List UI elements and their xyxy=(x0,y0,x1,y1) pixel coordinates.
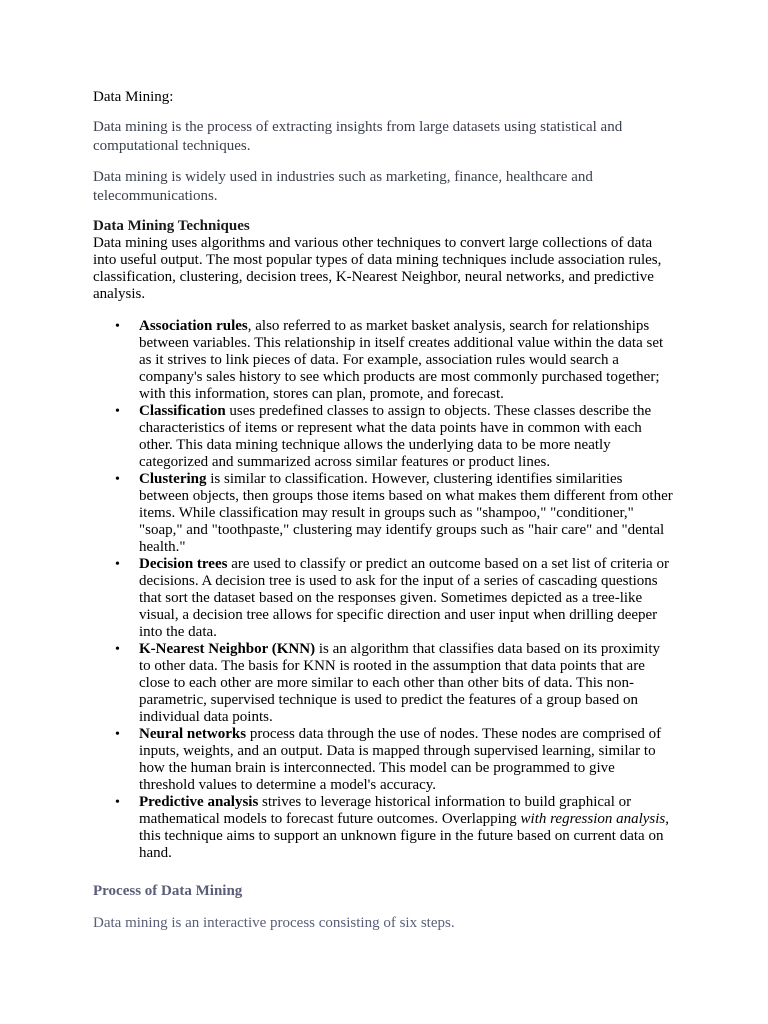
intro-paragraph-1: Data mining is the process of extracting insights from large datasets using statistical and computational techniques. xyxy=(93,119,623,154)
term-description-continued: , this technique aims to support an unknown figure in the future based on current data on hand. xyxy=(139,811,670,861)
bullet-icon: • xyxy=(115,319,120,334)
italic-phrase: with regression analysis xyxy=(520,811,666,827)
list-item-knn xyxy=(115,641,673,726)
term-label: Clustering xyxy=(139,471,207,487)
list-item-association-rules xyxy=(115,318,673,403)
process-heading: Process of Data Mining xyxy=(93,883,243,899)
term-description: strives to leverage historical information to build graphical or mathematical models to forecast future outcomes. Overlapping xyxy=(139,794,632,827)
term-label: Association rules xyxy=(139,318,248,334)
term-description: uses predefined classes to assign to objects. These classes describe the characteristics of items or represent what the data points have in common with each other. This data mining technique allows the underlying data to be more neatly categorized and summarized across similar features or product lines. xyxy=(139,403,652,470)
term-description: is an algorithm that classifies data based on its proximity to other data. The basis for KNN is rooted in the assumption that data points that are close to each other are more similar to each other than other bits of data. This non-parametric, supervised technique is used to predict the features of a group based on individual data points. xyxy=(139,641,661,725)
techniques-heading: Data Mining Techniques xyxy=(93,218,250,234)
term-description: is similar to classification. However, clustering identifies similarities between objects, then groups those items based on what makes them different from other items. While classification may result in groups such as "shampoo," "conditioner," "soap," and "toothpaste," clustering may identify groups such as "hair care" and "dental health." xyxy=(139,471,673,555)
term-label: Predictive analysis xyxy=(139,794,259,810)
intro-paragraph-2: Data mining is widely used in industries such as marketing, finance, healthcare and telecommunications. xyxy=(93,169,593,204)
term-description: are used to classify or predict an outcome based on a set list of criteria or decisions. A decision tree is used to ask for the input of a series of cascading questions that sort the dataset based on the responses given. Sometimes depicted as a tree-like visual, a decision tree allows for specific direction and user input when drilling deeper into the data. xyxy=(139,556,669,640)
list-item-predictive-analysis xyxy=(115,794,673,862)
list-item-decision-trees xyxy=(115,556,673,641)
bullet-icon: • xyxy=(115,727,120,742)
list-item-classification xyxy=(115,403,673,471)
list-item-neural-networks xyxy=(115,726,673,794)
bullet-icon: • xyxy=(115,557,120,572)
list-item-clustering xyxy=(115,471,673,556)
term-label: Classification xyxy=(139,403,226,419)
document-title: Data Mining: xyxy=(93,89,174,105)
bullet-icon: • xyxy=(115,472,120,487)
techniques-list xyxy=(93,318,673,862)
term-label: Neural networks xyxy=(139,726,247,742)
term-label: K-Nearest Neighbor (KNN) xyxy=(139,641,316,657)
process-paragraph: Data mining is an interactive process consisting of six steps. xyxy=(93,915,455,931)
term-description: process data through the use of nodes. These nodes are comprised of inputs, weights, and an output. Data is mapped through supervised learning, similar to how the human brain is interconnected. This model can be programmed to give threshold values to determine a model's accuracy. xyxy=(139,726,662,793)
bullet-icon: • xyxy=(115,404,120,419)
term-description: , also referred to as market basket analysis, search for relationships between variables. This relationship in itself creates additional value within the data set as it strives to link pieces of data. For example, association rules would search a company's sales history to see which products are most commonly purchased together; with this information, stores can plan, promote, and forecast. xyxy=(139,318,664,402)
bullet-icon: • xyxy=(115,642,120,657)
term-label: Decision trees xyxy=(139,556,228,572)
bullet-icon: • xyxy=(115,795,120,810)
techniques-intro: Data mining uses algorithms and various other techniques to convert large collections of data into useful output. The most popular types of data mining techniques include association rules, classification, clustering, decision trees, K-Nearest Neighbor, neural networks, and predictive analysis. xyxy=(93,235,662,302)
